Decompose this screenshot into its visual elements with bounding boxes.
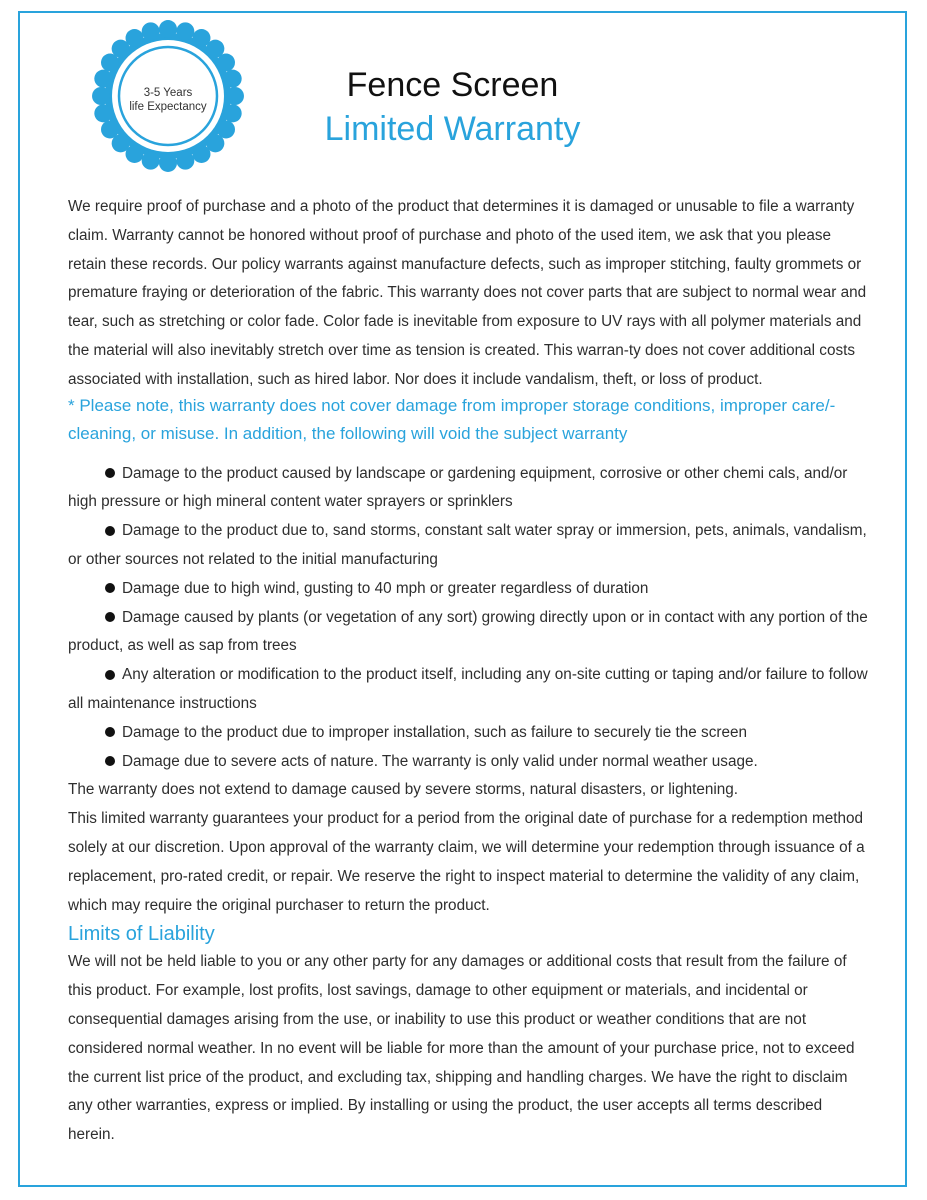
- list-item: [68, 604, 868, 662]
- gear-tooth: [217, 54, 235, 72]
- gear-tooth: [224, 70, 242, 88]
- gear-tooth: [159, 20, 177, 38]
- bullet-icon: [105, 583, 115, 593]
- gear-tooth: [94, 70, 112, 88]
- list-item-text: Damage due to high wind, gusting to 40 mph or greater regardless of duration: [122, 579, 649, 597]
- gear-tooth: [101, 120, 119, 138]
- list-item: [68, 460, 868, 518]
- note-paragraph: * Please note, this warranty does not cover damage from improper storage conditions, improper care/-cleaning, or misuse. In addition, the following will void the subject warranty: [68, 395, 836, 444]
- list-item: [68, 748, 868, 777]
- gear-tooth: [176, 152, 194, 170]
- bullet-icon: [105, 526, 115, 536]
- severe-storms-paragraph: The warranty does not extend to damage caused by severe storms, natural disasters, or lightening.: [68, 781, 739, 799]
- badge-line-expectancy: life Expectancy: [129, 101, 207, 113]
- list-item-text: Damage caused by plants (or vegetation of any sort) growing directly upon or in contact with any portion of the product, as well as sap from trees: [68, 608, 868, 655]
- warranty-body: [68, 193, 868, 1150]
- gear-tooth: [126, 29, 144, 47]
- title-fence-screen: Fence Screen: [346, 66, 559, 104]
- bullet-icon: [105, 727, 115, 737]
- list-item: [68, 575, 868, 604]
- gear-tooth: [176, 22, 194, 40]
- list-item-text: Damage to the product caused by landscape or gardening equipment, corrosive or other chemi cals, and/or high pressure or high mineral content water sprayers or sprinklers: [68, 464, 848, 511]
- gear-tooth: [159, 154, 177, 172]
- list-item-text: Damage to the product due to improper installation, such as failure to securely tie the screen: [122, 723, 747, 741]
- list-item-text: Any alteration or modification to the product itself, including any on-site cutting or taping and/or failure to follow all maintenance instructions: [68, 666, 868, 712]
- list-item-text: Damage due to severe acts of nature. The warranty is only valid under normal weather usage.: [122, 752, 758, 770]
- badge-text: [88, 86, 248, 114]
- list-item: [68, 719, 868, 748]
- intro-paragraph: We require proof of purchase and a photo of the product that determines it is damaged or unusable to file a warranty claim. Warranty cannot be honored without proof of purchase and photo of the used item, we ask that you please retain these records. Our policy warrants against manufacture defects, such as improper stitching, faulty grommets or premature fraying or deterioration of the fabric. This warranty does not cover parts that are subject to normal wear and tear, such as stretching or color fade. Color fade is inevitable from exposure to UV rays with all polymer materials and the material will also inevitably stretch over time as tension is created. This warran-ty does not cover additional costs associated with installation, such as hired labor. Nor does it include vandalism, theft, or loss of product.: [68, 198, 867, 388]
- liability-paragraph: We will not be held liable to you or any other party for any damages or additional costs that result from the failure of this product. For example, lost profits, lost savings, damage to other equipment or materials, and incidental or consequential damages arising from the use, or inability to use this product or weather conditions that are not considered normal weather. In no event will be liable for more than the amount of your purchase price, not to exceed the current list price of the product, and excluding tax, shipping and handling charges. We have the right to disclaim any other warranties, express or implied. By installing or using the product, the user accepts all terms described herein.: [68, 953, 855, 1144]
- guarantee-paragraph: This limited warranty guarantees your product for a period from the original date of purchase for a redemption method solely at our discretion. Upon approval of the warranty claim, we will determine your redemption through issuance of a replacement, pro-rated credit, or repair. We reserve the right to inspect material to determine the validity of any claim, which may require the original purchaser to return the product.: [68, 810, 865, 914]
- liability-heading: Limits of Liability: [68, 923, 215, 946]
- gear-tooth: [192, 145, 210, 163]
- list-item: [68, 661, 868, 719]
- list-item: [68, 517, 868, 575]
- gear-tooth: [142, 152, 160, 170]
- bullet-icon: [105, 670, 115, 680]
- title-limited-warranty: Limited Warranty: [324, 110, 581, 148]
- void-conditions-list: [68, 460, 868, 777]
- bullet-icon: [105, 756, 115, 766]
- bullet-icon: [105, 612, 115, 622]
- badge-line-years: 3-5 Years: [143, 87, 193, 99]
- bullet-icon: [105, 468, 115, 478]
- gear-tooth: [142, 22, 160, 40]
- list-item-text: Damage to the product due to, sand storms, constant salt water spray or immersion, pets, animals, vandalism, or other sources not related to the initial manufacturing: [68, 522, 867, 568]
